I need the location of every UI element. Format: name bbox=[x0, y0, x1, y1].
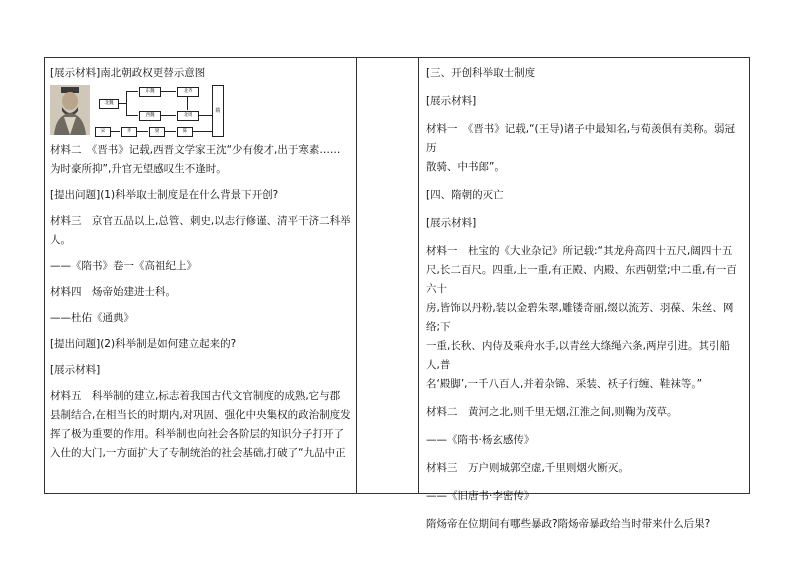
right-material-2-line-5: 名‘殿脚’,一千八百人,并着杂锦、采装、袄子行缠、鞋袜等。” bbox=[426, 378, 703, 390]
material-2-line-1: 材料二 《晋书》记载,西晋文学家王沈“少有俊才,出于寒素…… bbox=[50, 144, 341, 156]
show-material-1: [展示材料] bbox=[426, 95, 477, 107]
right-material-4-source: ——《旧唐书·李密传》 bbox=[426, 490, 535, 502]
right-material-3: 材料二 黄河之北,则千里无烟,江淮之间,则鞠为茂草。 bbox=[426, 406, 678, 418]
material-5-line-2: 县制结合,在相当长的时期内,对巩固、强化中央集权的政治制度发 bbox=[50, 409, 351, 421]
material-3-line-1: 材料三 京官五品以上,总管、刺史,以志行修谨、清平干济二科举 bbox=[50, 215, 351, 227]
material-4-source: ——杜佑《通典》 bbox=[50, 312, 134, 324]
emperor-portrait bbox=[50, 85, 90, 135]
right-material-2-line-1: 材料一 杜宝的《大业杂记》所记载:“其龙舟高四十五尺,阔四十五 bbox=[426, 245, 733, 257]
right-question: 隋炀帝在位期间有哪些暴政?隋炀帝暴政给当时带来什么后果? bbox=[426, 518, 711, 530]
question-2: [提出问题](2)科举制是如何建立起来的? bbox=[50, 338, 237, 350]
node-beizhou: 北周 bbox=[177, 111, 199, 121]
node-qi: 齐 bbox=[121, 127, 137, 137]
section-3-heading: [三、开创科举取士制度 bbox=[426, 67, 536, 79]
node-liang: 梁 bbox=[149, 127, 165, 137]
material-4: 材料四 炀帝始建进士科。 bbox=[50, 286, 176, 298]
right-material-4: 材料三 万户则城郭空虚,千里则烟火断灭。 bbox=[426, 462, 629, 474]
question-1: [提出问题](1)科举取士制度是在什么背景下开创? bbox=[50, 189, 279, 201]
node-beiwei: 北魏 bbox=[99, 99, 119, 109]
right-material-1-line-1: 材料一 《晋书》记载,“(王导)诸子中最知名,与荀羡俱有美称。弱冠历 bbox=[426, 123, 736, 154]
node-song: 宋 bbox=[95, 127, 111, 137]
show-material-label: [展示材料] bbox=[50, 364, 101, 376]
show-material-2: [展示材料] bbox=[426, 217, 477, 229]
right-material-2-line-4: 一重,长秋、内侍及乘舟水手,以青丝大绦绳六条,两岸引进。其引船人,普 bbox=[426, 340, 731, 371]
right-material-2-line-2: 尺,长二百尺。四重,上一重,有正殿、内殿、东西朝堂;中二重,有一百六十 bbox=[426, 264, 737, 295]
left-column bbox=[45, 58, 356, 493]
node-xiwei: 西魏 bbox=[139, 111, 161, 121]
material-5-line-1: 材料五 科举制的建立,标志着我国古代文官制度的成熟,它与郡 bbox=[50, 390, 341, 402]
right-material-1-line-2: 散骑、中书郎”。 bbox=[426, 161, 505, 173]
node-dongwei: 东魏 bbox=[139, 87, 161, 97]
node-beiqi: 北齐 bbox=[177, 87, 199, 97]
page-table bbox=[44, 57, 750, 530]
material-3-line-2: 人。 bbox=[50, 234, 71, 246]
right-material-3-source: ——《隋书·杨玄感传》 bbox=[426, 434, 535, 446]
dynasty-flowchart bbox=[94, 85, 294, 137]
node-chen: 陈 bbox=[177, 127, 193, 137]
material-5-line-4: 入仕的大门,一方面扩大了专制统治的社会基础,打破了“九品中正 bbox=[50, 447, 346, 459]
right-material-2-line-3: 房,皆饰以丹粉,装以金碧朱翠,雕镂奇丽,缀以流芳、羽葆、朱丝、网络;下 bbox=[426, 302, 734, 333]
node-sui: 隋 bbox=[212, 85, 224, 137]
section-4-heading: [四、隋朝的灭亡 bbox=[426, 189, 504, 201]
material-3-source: ——《隋书》卷一《高祖纪上》 bbox=[50, 260, 197, 272]
material-5-line-3: 挥了极为重要的作用。科举制也向社会各阶层的知识分子打开了 bbox=[50, 428, 344, 440]
dynasty-diagram bbox=[50, 85, 352, 137]
column-divider-left bbox=[356, 58, 357, 493]
material-2-line-2: 为时豪所抑”,升官无望感叹生不逢时。 bbox=[50, 163, 227, 175]
right-column bbox=[419, 58, 750, 530]
left-heading: [展示材料]南北朝政权更替示意图 bbox=[50, 67, 206, 79]
